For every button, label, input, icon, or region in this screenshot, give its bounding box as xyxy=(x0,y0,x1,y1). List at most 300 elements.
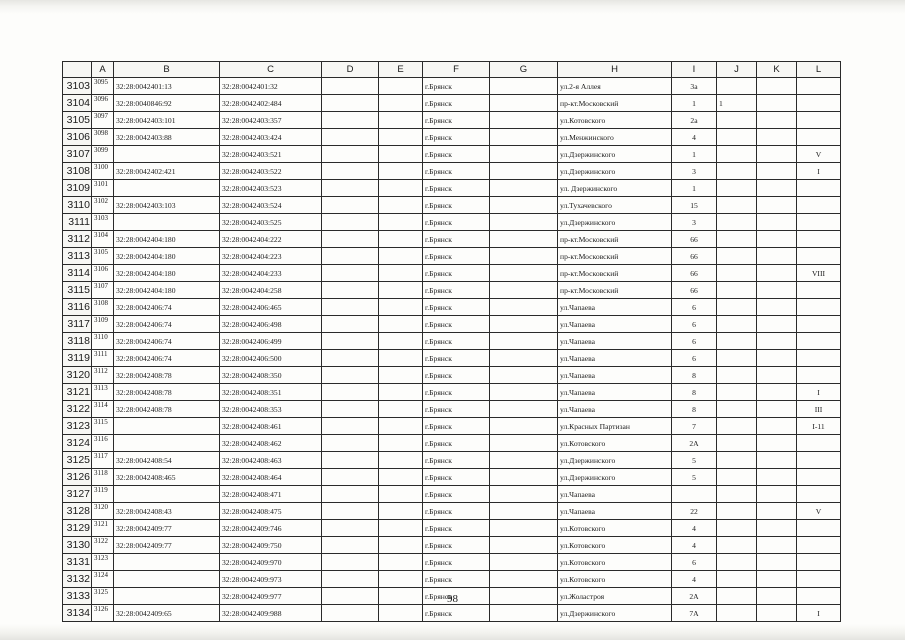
cell-j xyxy=(717,299,757,316)
cell-i: 6 xyxy=(672,316,717,333)
row-number-cell: 3115 xyxy=(63,282,92,299)
cell-h: ул.2-я Аллея xyxy=(558,78,672,95)
cell-e xyxy=(379,231,423,248)
cell-a: 3098 xyxy=(92,129,114,146)
cell-i: 15 xyxy=(672,197,717,214)
table-row xyxy=(63,503,841,520)
cell-c: 32:28:0042409:746 xyxy=(220,520,322,537)
cell-d xyxy=(322,384,379,401)
cell-f: г.Брянск xyxy=(423,418,490,435)
cell-c: 32:28:0042404:222 xyxy=(220,231,322,248)
cell-h: ул.Котовского xyxy=(558,554,672,571)
cell-g xyxy=(490,146,558,163)
cell-e xyxy=(379,452,423,469)
cell-c: 32:28:0042408:462 xyxy=(220,435,322,452)
cell-i: 66 xyxy=(672,248,717,265)
cell-b: 32:28:0042408:78 xyxy=(114,367,220,384)
cell-j xyxy=(717,180,757,197)
cell-h: ул.Дзержинского xyxy=(558,605,672,622)
cell-l: III xyxy=(797,401,841,418)
cell-c: 32:28:0042404:223 xyxy=(220,248,322,265)
cell-i: 1 xyxy=(672,146,717,163)
table-row xyxy=(63,350,841,367)
cell-b: 32:28:0042409:77 xyxy=(114,537,220,554)
cell-l xyxy=(797,333,841,350)
cell-d xyxy=(322,146,379,163)
cell-i: 4 xyxy=(672,520,717,537)
cell-h: пр-кт.Московский xyxy=(558,248,672,265)
cell-k xyxy=(757,367,797,384)
cell-k xyxy=(757,78,797,95)
cell-h: ул.Дзержинского xyxy=(558,163,672,180)
cell-g xyxy=(490,78,558,95)
cell-f: г.Брянск xyxy=(423,95,490,112)
cell-k xyxy=(757,163,797,180)
cell-b: 32:28:0042402:421 xyxy=(114,163,220,180)
table-row xyxy=(63,452,841,469)
cell-b xyxy=(114,486,220,503)
cell-f: г.Брянск xyxy=(423,282,490,299)
cell-c: 32:28:0042406:498 xyxy=(220,316,322,333)
cell-e xyxy=(379,350,423,367)
cell-k xyxy=(757,469,797,486)
cell-f: г.Брянск xyxy=(423,248,490,265)
row-number-cell: 3119 xyxy=(63,350,92,367)
cell-g xyxy=(490,180,558,197)
cell-a: 3108 xyxy=(92,299,114,316)
cell-h: ул.Котовского xyxy=(558,435,672,452)
cell-i: 6 xyxy=(672,554,717,571)
page-number: 98 xyxy=(447,593,458,605)
cell-i: 66 xyxy=(672,231,717,248)
cell-h: ул.Чапаева xyxy=(558,367,672,384)
cell-l xyxy=(797,197,841,214)
cell-k xyxy=(757,435,797,452)
cell-e xyxy=(379,78,423,95)
cell-l xyxy=(797,350,841,367)
cell-f: г.Брянск xyxy=(423,231,490,248)
cell-g xyxy=(490,554,558,571)
cell-j xyxy=(717,469,757,486)
cell-h: ул.Чапаева xyxy=(558,333,672,350)
cell-e xyxy=(379,180,423,197)
cell-d xyxy=(322,452,379,469)
table-row xyxy=(63,384,841,401)
cell-a: 3123 xyxy=(92,554,114,571)
row-number-cell: 3122 xyxy=(63,401,92,418)
cell-f: г.Брянск xyxy=(423,503,490,520)
cell-d xyxy=(322,401,379,418)
cell-e xyxy=(379,333,423,350)
cell-d xyxy=(322,265,379,282)
cell-g xyxy=(490,214,558,231)
cell-l xyxy=(797,486,841,503)
cell-b: 32:28:0042403:103 xyxy=(114,197,220,214)
cell-l: VIII xyxy=(797,265,841,282)
cell-b: 32:28:0042404:180 xyxy=(114,265,220,282)
cell-j xyxy=(717,350,757,367)
cell-d xyxy=(322,486,379,503)
cell-g xyxy=(490,112,558,129)
cell-a: 3126 xyxy=(92,605,114,622)
cell-g xyxy=(490,333,558,350)
cell-h: ул.Котовского xyxy=(558,571,672,588)
cell-a: 3113 xyxy=(92,384,114,401)
cell-e xyxy=(379,486,423,503)
cell-l: I xyxy=(797,163,841,180)
cell-d xyxy=(322,129,379,146)
cell-i xyxy=(672,486,717,503)
cell-h: ул.Менжинского xyxy=(558,129,672,146)
cell-k xyxy=(757,520,797,537)
column-header-e: E xyxy=(379,62,423,78)
column-header-f: F xyxy=(423,62,490,78)
scan-shadow-bottom xyxy=(0,624,905,640)
cell-h: ул.Котовского xyxy=(558,520,672,537)
table-row xyxy=(63,282,841,299)
table-row xyxy=(63,435,841,452)
cell-b: 32:28:0042408:78 xyxy=(114,384,220,401)
cell-g xyxy=(490,520,558,537)
cell-i: 2А xyxy=(672,588,717,605)
cell-i: 4 xyxy=(672,537,717,554)
cell-c: 32:28:0042403:521 xyxy=(220,146,322,163)
cell-g xyxy=(490,299,558,316)
table-row xyxy=(63,231,841,248)
column-header-j: J xyxy=(717,62,757,78)
cell-i: 4 xyxy=(672,129,717,146)
cell-j xyxy=(717,520,757,537)
cell-h: ул.Чапаева xyxy=(558,384,672,401)
cell-f: г.Брянск xyxy=(423,214,490,231)
cell-j xyxy=(717,435,757,452)
column-header-k: K xyxy=(757,62,797,78)
cell-b: 32:28:0042409:77 xyxy=(114,520,220,537)
table-row xyxy=(63,129,841,146)
cell-i: 7А xyxy=(672,605,717,622)
cell-d xyxy=(322,112,379,129)
cell-j xyxy=(717,333,757,350)
cell-j xyxy=(717,605,757,622)
cell-e xyxy=(379,605,423,622)
table-row xyxy=(63,316,841,333)
cell-i: 6 xyxy=(672,350,717,367)
row-number-cell: 3126 xyxy=(63,469,92,486)
cell-e xyxy=(379,129,423,146)
table-row xyxy=(63,95,841,112)
cell-f: г.Брянск xyxy=(423,197,490,214)
cell-i: 1 xyxy=(672,95,717,112)
cell-k xyxy=(757,299,797,316)
cell-a: 3103 xyxy=(92,214,114,231)
table-row xyxy=(63,418,841,435)
cell-b xyxy=(114,554,220,571)
cell-d xyxy=(322,571,379,588)
cell-k xyxy=(757,503,797,520)
table-row xyxy=(63,537,841,554)
cell-d xyxy=(322,316,379,333)
cell-l xyxy=(797,78,841,95)
row-number-cell: 3112 xyxy=(63,231,92,248)
cell-g xyxy=(490,452,558,469)
row-number-cell: 3130 xyxy=(63,537,92,554)
cell-b xyxy=(114,435,220,452)
cell-b xyxy=(114,214,220,231)
cell-b xyxy=(114,180,220,197)
cell-l: I-11 xyxy=(797,418,841,435)
cell-g xyxy=(490,401,558,418)
table-body xyxy=(63,62,841,622)
table-row xyxy=(63,299,841,316)
cell-a: 3118 xyxy=(92,469,114,486)
cell-c: 32:28:0042403:524 xyxy=(220,197,322,214)
cell-f: г.Брянск xyxy=(423,265,490,282)
cell-j xyxy=(717,503,757,520)
cell-j xyxy=(717,384,757,401)
cell-b xyxy=(114,571,220,588)
cell-b xyxy=(114,418,220,435)
cell-a: 3119 xyxy=(92,486,114,503)
table-row xyxy=(63,197,841,214)
cell-j xyxy=(717,452,757,469)
cell-e xyxy=(379,418,423,435)
table-row xyxy=(63,112,841,129)
cell-d xyxy=(322,537,379,554)
cell-b: 32:28:0042406:74 xyxy=(114,350,220,367)
cell-f: г.Брянск xyxy=(423,452,490,469)
cell-g xyxy=(490,265,558,282)
cell-k xyxy=(757,537,797,554)
row-number-cell: 3133 xyxy=(63,588,92,605)
cell-h: ул.Чапаева xyxy=(558,503,672,520)
cell-b: 32:28:0042408:78 xyxy=(114,401,220,418)
cell-c: 32:28:0042409:970 xyxy=(220,554,322,571)
cell-g xyxy=(490,367,558,384)
cell-j xyxy=(717,248,757,265)
cell-e xyxy=(379,112,423,129)
cell-h: ул.Котовского xyxy=(558,112,672,129)
cell-e xyxy=(379,95,423,112)
cell-l: I xyxy=(797,384,841,401)
cell-e xyxy=(379,282,423,299)
cell-e xyxy=(379,265,423,282)
cell-a: 3095 xyxy=(92,78,114,95)
cell-c: 32:28:0042401:32 xyxy=(220,78,322,95)
table-row xyxy=(63,401,841,418)
cell-i: 2а xyxy=(672,112,717,129)
row-number-cell: 3120 xyxy=(63,367,92,384)
cell-c: 32:28:0042408:471 xyxy=(220,486,322,503)
cell-b: 32:28:0042406:74 xyxy=(114,299,220,316)
spreadsheet-table xyxy=(62,61,841,622)
cell-j xyxy=(717,129,757,146)
cell-d xyxy=(322,554,379,571)
row-number-cell: 3121 xyxy=(63,384,92,401)
cell-j xyxy=(717,571,757,588)
cell-i: 2А xyxy=(672,435,717,452)
cell-k xyxy=(757,486,797,503)
cell-j xyxy=(717,265,757,282)
cell-e xyxy=(379,197,423,214)
row-number-cell: 3105 xyxy=(63,112,92,129)
cell-b: 32:28:0042406:74 xyxy=(114,316,220,333)
cell-i: 66 xyxy=(672,265,717,282)
cell-i: 3а xyxy=(672,78,717,95)
cell-g xyxy=(490,469,558,486)
cell-b: 32:28:0042404:180 xyxy=(114,282,220,299)
cell-h: ул.Красных Партизан xyxy=(558,418,672,435)
cell-c: 32:28:0042403:357 xyxy=(220,112,322,129)
cell-c: 32:28:0042403:522 xyxy=(220,163,322,180)
cell-d xyxy=(322,78,379,95)
row-number-cell: 3103 xyxy=(63,78,92,95)
cell-f: г.Брянск xyxy=(423,520,490,537)
cell-h: ул.Дзержинского xyxy=(558,452,672,469)
cell-l xyxy=(797,95,841,112)
cell-l xyxy=(797,469,841,486)
cell-f: г.Брянск xyxy=(423,78,490,95)
cell-k xyxy=(757,418,797,435)
table-row xyxy=(63,520,841,537)
cell-g xyxy=(490,282,558,299)
scan-shadow-top xyxy=(0,0,905,14)
cell-e xyxy=(379,248,423,265)
cell-j xyxy=(717,231,757,248)
table-row xyxy=(63,265,841,282)
row-number-cell: 3106 xyxy=(63,129,92,146)
cell-i: 3 xyxy=(672,214,717,231)
cell-l xyxy=(797,282,841,299)
cell-l xyxy=(797,537,841,554)
cell-c: 32:28:0042408:463 xyxy=(220,452,322,469)
cell-a: 3116 xyxy=(92,435,114,452)
cell-k xyxy=(757,333,797,350)
cell-d xyxy=(322,605,379,622)
cell-i: 8 xyxy=(672,401,717,418)
table-row xyxy=(63,605,841,622)
cell-g xyxy=(490,95,558,112)
cell-l xyxy=(797,129,841,146)
cell-k xyxy=(757,231,797,248)
cell-c: 32:28:0042403:523 xyxy=(220,180,322,197)
row-number-cell: 3127 xyxy=(63,486,92,503)
cell-k xyxy=(757,248,797,265)
cell-c: 32:28:0042403:525 xyxy=(220,214,322,231)
cell-j xyxy=(717,554,757,571)
cell-c: 32:28:0042408:353 xyxy=(220,401,322,418)
cell-i: 4 xyxy=(672,571,717,588)
cell-d xyxy=(322,163,379,180)
cell-a: 3102 xyxy=(92,197,114,214)
cell-j xyxy=(717,197,757,214)
cell-j xyxy=(717,316,757,333)
cell-g xyxy=(490,418,558,435)
cell-e xyxy=(379,299,423,316)
cell-j: 1 xyxy=(717,95,757,112)
cell-h: ул.Чапаева xyxy=(558,316,672,333)
row-number-cell: 3128 xyxy=(63,503,92,520)
cell-b: 32:28:0042404:180 xyxy=(114,248,220,265)
row-number-cell: 3110 xyxy=(63,197,92,214)
table-row xyxy=(63,248,841,265)
cell-k xyxy=(757,452,797,469)
cell-c: 32:28:0042404:233 xyxy=(220,265,322,282)
cell-k xyxy=(757,95,797,112)
cell-c: 32:28:0042402:484 xyxy=(220,95,322,112)
cell-k xyxy=(757,214,797,231)
cell-j xyxy=(717,418,757,435)
cell-i: 8 xyxy=(672,367,717,384)
cell-b: 32:28:0042408:465 xyxy=(114,469,220,486)
cell-h: ул.Дзержинского xyxy=(558,146,672,163)
row-number-cell: 3108 xyxy=(63,163,92,180)
column-header-row xyxy=(63,62,841,78)
row-number-cell: 3114 xyxy=(63,265,92,282)
cell-c: 32:28:0042409:973 xyxy=(220,571,322,588)
cell-d xyxy=(322,350,379,367)
cell-h: ул.Чапаева xyxy=(558,486,672,503)
cell-a: 3117 xyxy=(92,452,114,469)
column-header-a: A xyxy=(92,62,114,78)
cell-k xyxy=(757,129,797,146)
cell-h: пр-кт.Московский xyxy=(558,95,672,112)
cell-a: 3120 xyxy=(92,503,114,520)
cell-k xyxy=(757,401,797,418)
cell-e xyxy=(379,571,423,588)
cell-g xyxy=(490,384,558,401)
cell-c: 32:28:0042408:461 xyxy=(220,418,322,435)
cell-a: 3121 xyxy=(92,520,114,537)
cell-g xyxy=(490,129,558,146)
cell-l xyxy=(797,112,841,129)
cell-i: 5 xyxy=(672,469,717,486)
cell-f: г.Брянск xyxy=(423,537,490,554)
cell-d xyxy=(322,231,379,248)
cell-e xyxy=(379,384,423,401)
cell-b: 32:28:0042403:101 xyxy=(114,112,220,129)
cell-c: 32:28:0042409:977 xyxy=(220,588,322,605)
cell-a: 3104 xyxy=(92,231,114,248)
cell-e xyxy=(379,503,423,520)
cell-g xyxy=(490,486,558,503)
cell-k xyxy=(757,554,797,571)
cell-f: г.Брянск xyxy=(423,384,490,401)
cell-e xyxy=(379,163,423,180)
cell-c: 32:28:0042409:988 xyxy=(220,605,322,622)
row-number-cell: 3132 xyxy=(63,571,92,588)
cell-f: г.Брянск xyxy=(423,486,490,503)
cell-g xyxy=(490,605,558,622)
cell-a: 3097 xyxy=(92,112,114,129)
cell-c: 32:28:0042406:499 xyxy=(220,333,322,350)
cell-j xyxy=(717,486,757,503)
cell-h: ул.Дзержинского xyxy=(558,469,672,486)
cell-d xyxy=(322,248,379,265)
row-number-cell: 3109 xyxy=(63,180,92,197)
row-number-cell: 3123 xyxy=(63,418,92,435)
cell-f: г.Брянск xyxy=(423,605,490,622)
cell-d xyxy=(322,333,379,350)
cell-f: г.Брянск xyxy=(423,435,490,452)
cell-i: 6 xyxy=(672,299,717,316)
column-header-d: D xyxy=(322,62,379,78)
cell-f: г.Брянск xyxy=(423,367,490,384)
cell-i: 1 xyxy=(672,180,717,197)
cell-j xyxy=(717,367,757,384)
column-header-i: I xyxy=(672,62,717,78)
cell-a: 3100 xyxy=(92,163,114,180)
cell-d xyxy=(322,197,379,214)
